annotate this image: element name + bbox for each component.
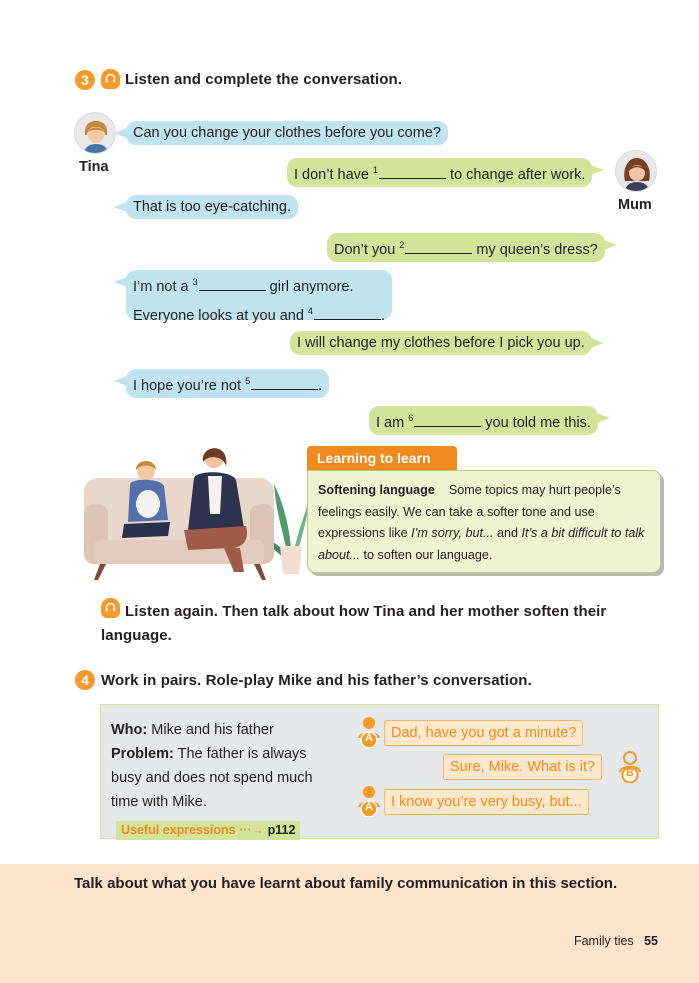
reflection-task: Talk about what you have learnt about family communication in this section. (74, 875, 618, 892)
expression-a2: I know you’re very busy, but... (384, 789, 589, 815)
tina-avatar (74, 112, 116, 154)
role-a-label: A (365, 801, 373, 813)
answer-blank[interactable] (199, 277, 266, 291)
dialogue-line-2 (287, 158, 592, 187)
dialogue-line-1 (126, 121, 448, 145)
sofa-leg (94, 564, 106, 580)
dialogue-line-7 (126, 369, 329, 398)
dialogue-line-3 (126, 195, 298, 219)
blank-number: 6 (408, 413, 414, 423)
dialogue-text: my queen’s dress? (472, 242, 598, 258)
learning-to-learn-box (307, 470, 661, 573)
learning-to-learn-tab: Learning to learn (307, 446, 457, 470)
section-number: 4 (81, 672, 89, 688)
answer-blank[interactable] (405, 240, 472, 254)
family-sofa-illustration (84, 444, 314, 584)
problem-text: The father is always busy and does not spend much time with Mike. (111, 746, 313, 810)
section-number: 3 (81, 72, 89, 88)
dialogue-text: Can you change your clothes before you come? (133, 125, 441, 141)
dialogue-line-5 (126, 270, 392, 324)
page-footer (574, 934, 658, 948)
blank-number: 2 (399, 240, 405, 250)
dialogue-line-4 (327, 233, 605, 262)
speaker-name-mum: Mum (618, 197, 652, 213)
tip-title: Softening language (318, 483, 435, 497)
dialogue-text: I don’t have (294, 167, 373, 183)
who-label: Who: (111, 722, 148, 738)
dialogue-text: . (380, 308, 385, 324)
cushion (136, 490, 160, 518)
tip-example-1: I’m sorry, but... (411, 526, 494, 540)
expression-a1: Dad, have you got a minute? (384, 720, 583, 746)
dialogue-text: I will change my clothes before I pick you up. (297, 335, 585, 351)
listen-again-instruction: Listen again. Then talk about how Tina and her mother soften their language. (101, 603, 607, 644)
dialogue-text: I hope you’re not (133, 378, 246, 394)
problem-label: Problem: (111, 746, 174, 762)
tip-text: and (493, 526, 522, 540)
useful-expressions-label: Useful expressions (121, 823, 236, 837)
dialogue-text: Don’t you (334, 242, 400, 258)
role-play-situation (111, 718, 331, 814)
dialogue-text: That is too eye-catching. (133, 199, 291, 215)
tip-text: Some topics may hurt people’s feelings easily. We can take a softer tone and use expressions like (318, 483, 621, 540)
speaker-name-tina: Tina (79, 159, 109, 175)
woman-shirt (208, 476, 222, 514)
answer-blank[interactable] (379, 165, 446, 179)
plant-pot (280, 546, 302, 574)
dialogue-text: girl anymore. (265, 279, 354, 295)
expression-b1: Sure, Mike. What is it? (443, 754, 602, 780)
tip-text: to soften our language. (360, 547, 493, 562)
mum-avatar (615, 150, 657, 192)
unit-name: Family ties (573, 934, 634, 948)
section3-heading: Listen and complete the conversation. (125, 71, 403, 88)
dialogue-text: I am (376, 415, 409, 431)
useful-expressions-page: p112 (267, 823, 296, 837)
dialogue-text: to change after work. (446, 167, 586, 183)
sofa-leg (254, 564, 266, 580)
page-number: 55 (644, 934, 658, 948)
who-text: Mike and his father (147, 722, 274, 738)
role-a-label: A (365, 732, 373, 744)
blank-number: 4 (307, 306, 313, 316)
useful-expressions-tag[interactable] (116, 821, 300, 840)
answer-blank[interactable] (314, 306, 381, 320)
blank-number: 1 (373, 165, 379, 175)
section4-heading: Work in pairs. Role-play Mike and his father’s conversation. (101, 672, 532, 689)
dialogue-text: . (318, 378, 323, 394)
woman-trousers (184, 526, 247, 550)
listening-icon (101, 69, 120, 89)
tip-example-2: It’s a bit difficult to talk about... (318, 526, 645, 562)
answer-blank[interactable] (414, 413, 481, 427)
dialogue-text: you told me this. (481, 415, 591, 431)
girl-legs (122, 522, 170, 538)
dialogue-line-6 (290, 331, 592, 355)
arrow-icon: ···→ (239, 823, 265, 837)
role-b-label: B (626, 767, 634, 779)
answer-blank[interactable] (251, 376, 318, 390)
blank-number: 3 (192, 277, 198, 287)
dialogue-text: Everyone looks at you and (133, 308, 308, 324)
dialogue-line-8 (369, 406, 598, 435)
section-number-badge (75, 670, 95, 690)
section-number-badge (75, 70, 95, 90)
dialogue-text: I’m not a (133, 279, 193, 295)
blank-number: 5 (245, 376, 251, 386)
